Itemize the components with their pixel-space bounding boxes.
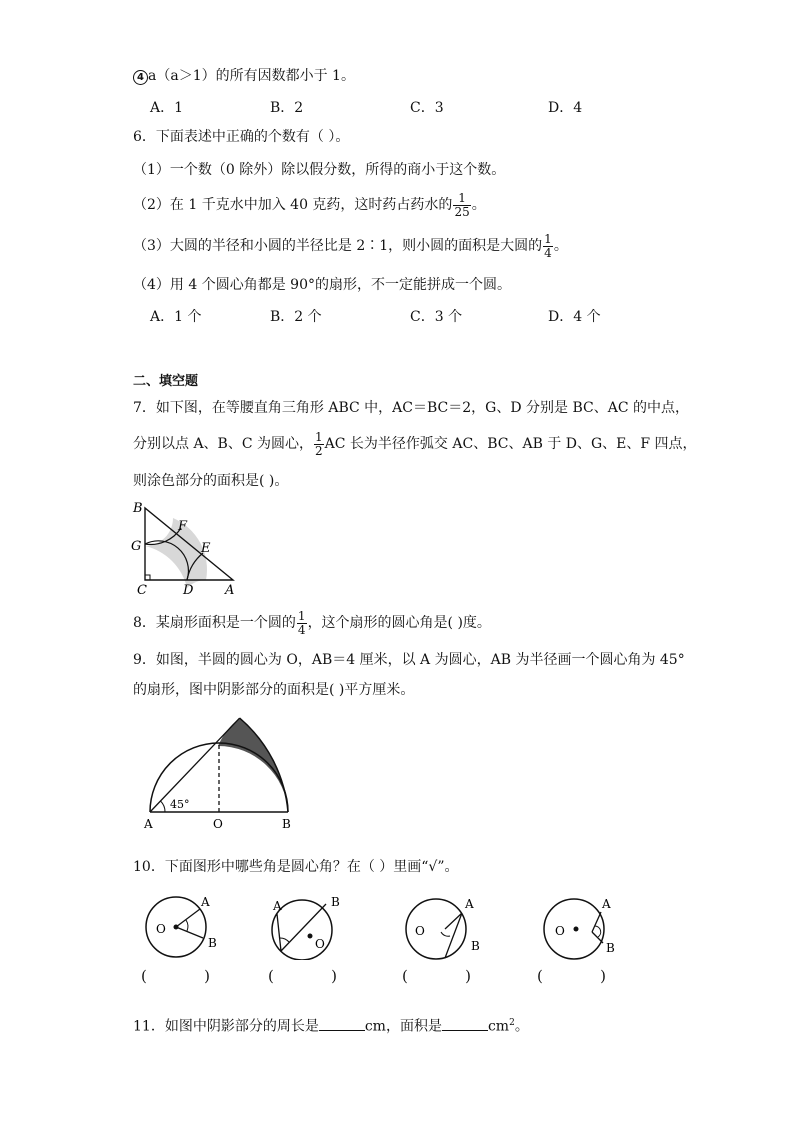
q6-s3-text: （3）大圆的半径和小圆的半径比是 2∶1，则小圆的面积是大圆的 [133,238,543,254]
q5-item4 [133,66,355,86]
section-title: 二、填空题 [133,374,199,389]
right-angle-mark [145,575,150,580]
q9-line1: 9．如图，半圆的圆心为 O，AB＝4 厘米，以 A 为圆心，AB 为半径画一个圆心角为 45° [133,652,685,668]
q5-option-b: B．2 [270,100,304,116]
center-dot [308,934,313,939]
q11-unit-sup: 2 [509,1018,515,1028]
q6-statement-1: （1）一个数（0 除外）除以假分数，所得的商小于这个数。 [133,162,506,178]
q9-line2: 的扇形，图中阴影部分的面积是( )平方厘米。 [133,682,415,698]
label-o: O [156,922,166,936]
q7-line3: 则涂色部分的面积是( )。 [133,473,289,489]
fraction-1-4 [297,610,307,637]
label-f: F [178,519,188,534]
circled-number: 4 [133,70,148,85]
q8 [133,606,491,640]
q7-triangle-figure [125,498,245,598]
label-b: B [606,941,615,955]
q11-end: 。 [514,1018,529,1035]
q11 [133,1013,529,1037]
q6-option-a: A．1 个 [150,309,202,325]
q7-line2-end: AC 长为半径作弧交 AC、BC、AB 于 D、G、E、F 四点， [324,436,697,452]
label-c: C [137,583,147,598]
fraction-numerator: 1 [453,192,470,206]
q6-statement-3 [133,229,568,263]
q10-circle-3 [395,892,490,960]
q6-s3-end: 。 [553,238,568,254]
label-o: O [213,817,223,831]
q6-s2-end: 。 [471,197,486,213]
label-o: O [415,924,425,938]
radius-b [176,927,203,938]
fraction-1-2 [314,431,324,458]
q11-text: 11．如图中阴影部分的周长是 [133,1018,319,1035]
q6-option-c: C．3 个 [410,309,463,325]
answer-blank-3[interactable]: ( ) [402,967,471,985]
angle-arc [441,932,450,936]
q5-option-c: C．3 [410,100,444,116]
label-o: O [315,937,325,951]
fraction-denominator: 2 [315,443,323,458]
radius-line [150,718,240,812]
answer-blank-2[interactable]: ( ) [268,967,337,985]
label-o: O [555,924,565,938]
q5-item4-text: a（a＞1）的所有因数都小于 1。 [148,68,355,84]
label-a: A [144,817,153,831]
q8-text: 8．某扇形面积是一个圆的 [133,615,296,631]
label-b: B [282,817,291,831]
q7-line2-text: 分别以点 A、B、C 为圆心， [133,436,314,452]
q9-semicircle-figure [140,712,300,834]
label-a: A [273,899,282,913]
q7-line1: 7．如下图，在等腰直角三角形 ABC 中，AC＝BC＝2，G、D 分别是 BC、AC 的中点， [133,400,690,416]
label-b: B [208,936,217,950]
label-b: B [331,895,340,909]
chord [445,913,462,958]
fraction-1-25 [453,192,470,219]
q6-statement-2 [133,188,486,222]
fraction-1-4 [543,233,553,260]
q5-option-a: A．1 [150,100,184,116]
q6-statement-4: （4）用 4 个圆心角都是 90°的扇形，不一定能拼成一个圆。 [133,277,511,293]
perimeter-blank[interactable] [319,1016,365,1031]
q11-mid: cm，面积是 [364,1018,442,1035]
label-a: A [225,583,235,598]
chord-b [592,932,603,943]
label-g: G [131,539,142,554]
label-a: A [465,897,474,911]
q6-option-d: D．4 个 [548,309,601,325]
area-blank[interactable] [442,1016,488,1031]
label-a: A [201,895,210,909]
q10-circle-2 [265,892,355,960]
angle-label: 45° [170,798,190,811]
q10-text: 10．下面图形中哪些角是圆心角？在（ ）里画“√”。 [133,859,459,875]
label-b: B [133,501,143,516]
shaded-region [145,518,207,588]
answer-blank-1[interactable]: ( ) [141,967,210,985]
fraction-denominator: 25 [454,204,470,219]
q10-circle-4 [530,892,625,960]
q5-option-d: D．4 [548,100,583,116]
q11-unit: cm [487,1018,510,1035]
label-d: D [183,583,194,598]
center-dot [574,927,579,932]
fraction-denominator: 4 [544,245,552,260]
label-b: B [471,939,480,953]
label-a: A [602,897,611,911]
label-e: E [201,541,211,556]
q6-option-b: B．2 个 [270,309,322,325]
q10-circle-1 [140,892,230,960]
fraction-numerator: 1 [315,429,323,444]
q6-s2-text: （2）在 1 千克水中加入 40 克药，这时药占药水的 [133,197,453,213]
angle-arc [186,920,188,931]
fraction-numerator: 1 [544,231,552,246]
q6-stem: 6．下面表述中正确的个数有（ ）。 [133,129,350,145]
answer-blank-4[interactable]: ( ) [537,967,606,985]
chord-a [277,914,281,951]
fraction-denominator: 4 [297,622,306,637]
angle-arc [161,801,166,812]
fraction-numerator: 1 [297,608,306,623]
q7-line2 [133,427,697,461]
q8-end: ，这个扇形的圆心角是( )度。 [307,615,491,631]
